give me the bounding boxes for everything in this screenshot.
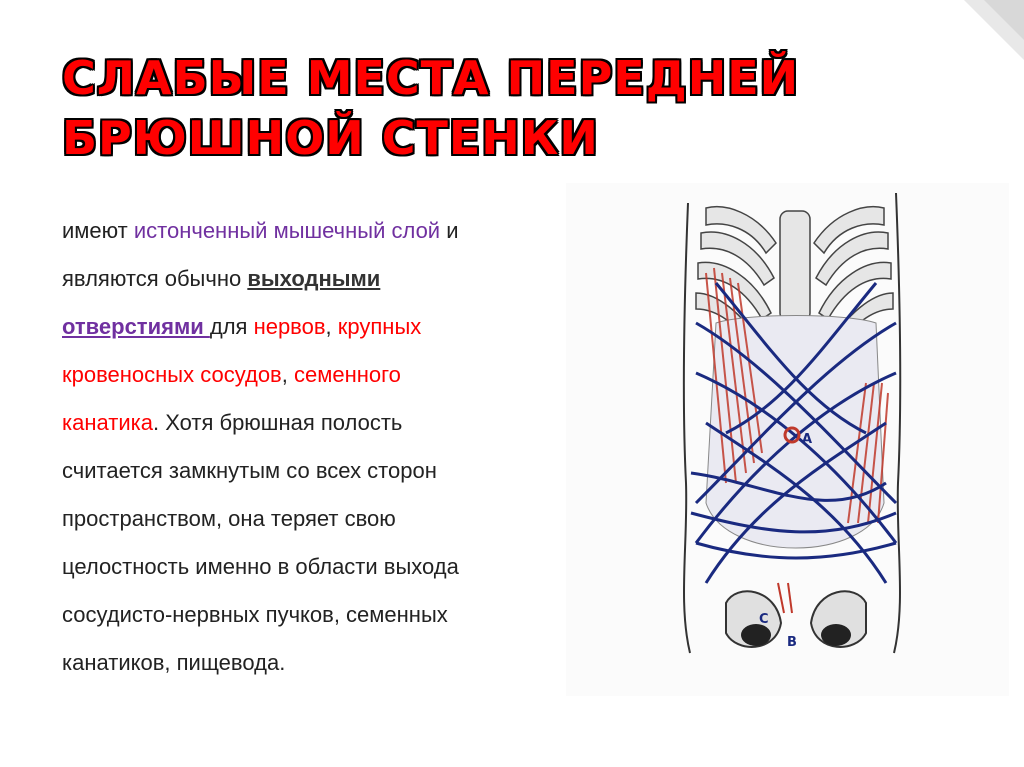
label-c: C <box>759 612 769 627</box>
text-run-seminal: семенного <box>293 362 401 387</box>
text-run: . Хотя брюшная полость <box>152 410 403 435</box>
text-run-nerves: нервов <box>253 314 326 339</box>
label-a: A <box>802 432 813 447</box>
body-line <box>62 207 582 255</box>
body-line <box>62 639 582 687</box>
text-run: для <box>209 314 254 339</box>
body-paragraph <box>62 207 582 687</box>
anatomy-drawing <box>566 183 1009 696</box>
label-b: B <box>787 635 797 650</box>
text-run: , <box>281 362 294 387</box>
text-run: являются обычно <box>62 266 248 291</box>
slide-title <box>62 48 799 168</box>
text-run-thin-muscle: истонченный мышечный слой <box>133 218 441 243</box>
text-run: , <box>325 314 338 339</box>
text-run-openings: отверстиями <box>62 314 210 339</box>
slide-title-line-1: СЛАБЫЕ МЕСТА ПЕРЕДНЕЙ <box>62 51 800 105</box>
body-line <box>62 255 582 303</box>
body-line: пространством, она теряет свою <box>62 506 396 531</box>
corner-decoration <box>964 0 1024 60</box>
slide-title-line-2: БРЮШНОЙ СТЕНКИ <box>62 111 599 165</box>
body-line <box>62 399 582 447</box>
text-run-exit-openings: выходными <box>247 266 381 291</box>
text-run: и <box>440 218 459 243</box>
body-line <box>62 351 582 399</box>
body-line: сосудисто-нервных пучков, семенных <box>62 602 448 627</box>
text-run: канатиков, пищевода <box>62 650 280 675</box>
abdominal-wall-illustration <box>566 183 1009 696</box>
body-line: целостность именно в области выхода <box>62 554 459 579</box>
text-run: . <box>279 650 286 675</box>
text-run-cord: канатика <box>62 410 153 435</box>
body-line: считается замкнутым со всех сторон <box>62 458 437 483</box>
text-run: имеют <box>62 218 134 243</box>
text-run-blood-vessels: кровеносных сосудов <box>62 362 282 387</box>
text-run-large: крупных <box>337 314 422 339</box>
body-line <box>62 303 582 351</box>
